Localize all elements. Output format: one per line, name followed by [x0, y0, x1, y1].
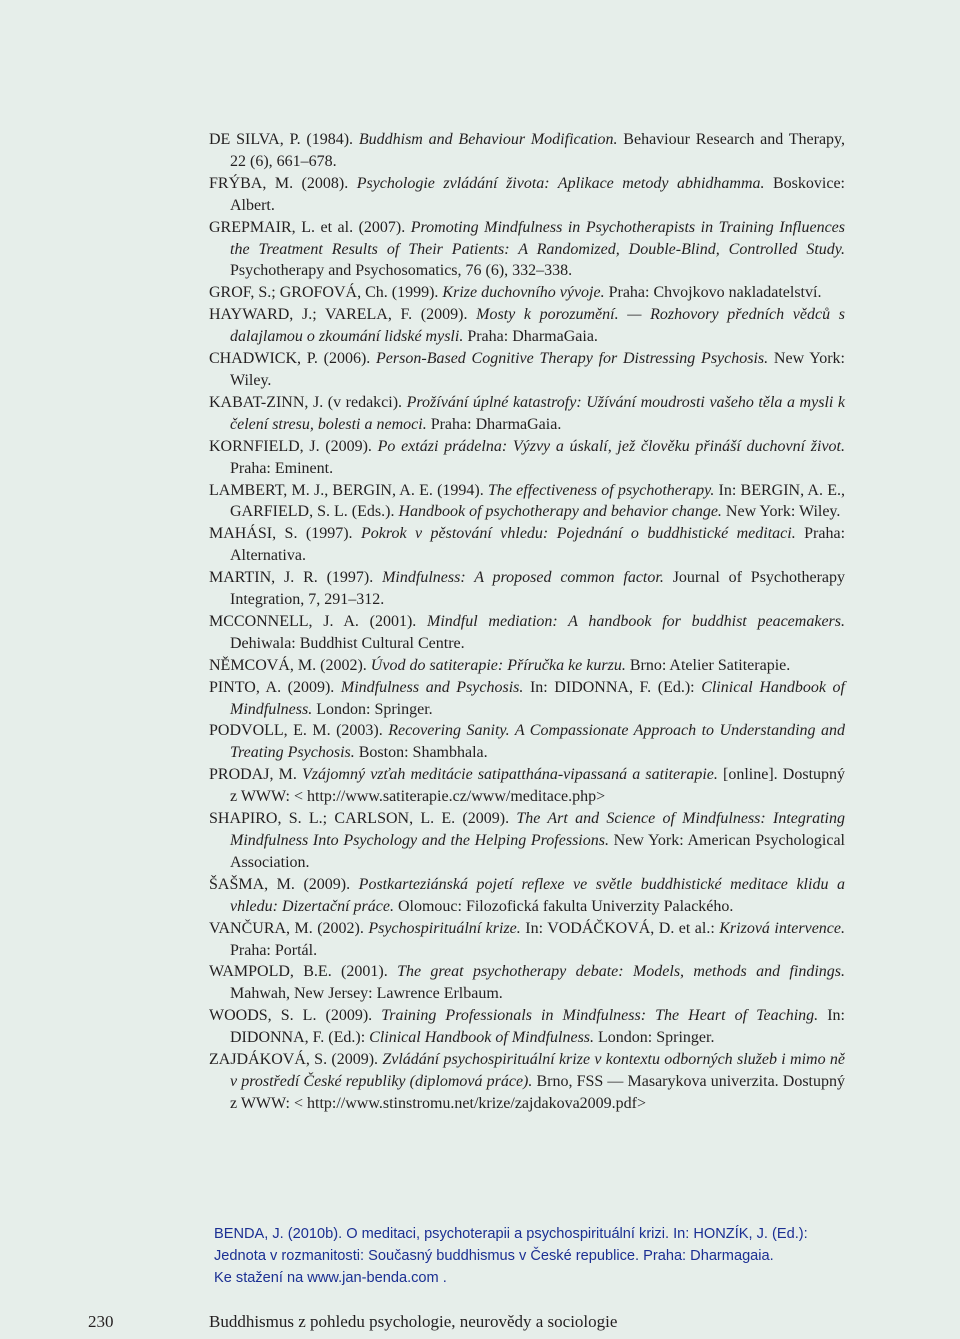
reference-entry — [209, 523, 845, 567]
reference-title: Postkarteziánská pojetí reflexe ve světle buddhistické meditace klidu a vhledu: Dizertační práce. — [230, 875, 846, 915]
reference-entry — [209, 392, 845, 436]
reference-text: FRÝBA, M. (2008). — [209, 174, 357, 192]
reference-title: Buddhism and Behaviour Modification. — [358, 131, 618, 148]
reference-text: New York: Wiley. — [230, 350, 845, 389]
reference-text: WOODS, S. L. (2009). — [209, 1007, 382, 1025]
reference-entry — [209, 348, 845, 392]
reference-entry — [209, 129, 845, 173]
citation-line: Jednota v rozmanitosti: Současný buddhismus v České republice. Praha: Dharmagaia. — [214, 1248, 774, 1264]
reference-entry — [209, 567, 845, 611]
reference-entry — [209, 436, 845, 480]
reference-entry — [209, 655, 845, 677]
reference-text: Olomouc: Filozofická fakulta Univerzity Palackého. — [393, 897, 734, 915]
reference-text: KABAT-ZINN, J. (v redakci). — [209, 393, 407, 411]
reference-text: Brno, FSS — Masarykova univerzita. Dostupný z WWW: < http://www.stinstromu.net/krize/zajdakova2009.pdf> — [230, 1072, 846, 1112]
reference-title: Clinical Handbook of Mindfulness. — [369, 1029, 595, 1047]
reference-entry — [209, 1005, 845, 1049]
reference-text: ZAJDÁKOVÁ, S. (2009). — [209, 1051, 383, 1069]
reference-text: Praha: Eminent. — [230, 459, 334, 477]
reference-list — [209, 129, 845, 1115]
running-footer-title: Buddhismus z pohledu psychologie, neurovědy a sociologie — [209, 1312, 618, 1331]
reference-text: MCCONNELL, J. A. (2001). — [209, 612, 428, 630]
reference-text: New York: American Psychological Association. — [230, 832, 845, 871]
reference-text: Boskovice: Albert. — [230, 174, 845, 214]
reference-text: GREPMAIR, L. et al. (2007). — [209, 218, 411, 236]
reference-title: Mosty k porozumění. — Rozhovory předních vědců s dalajlamou o zkoumání lidské mysli. — [230, 306, 845, 346]
reference-text: LAMBERT, M. J., BERGIN, A. E. (1994). — [209, 481, 488, 499]
reference-title: Training Professionals in Mindfulness: The Heart of Teaching. — [381, 1007, 819, 1025]
reference-text: In: VODÁČKOVÁ, D. et al.: — [520, 919, 720, 937]
reference-text: London: Springer. — [594, 1029, 715, 1047]
reference-entry — [209, 808, 845, 874]
reference-entry — [209, 677, 845, 721]
reference-text: HAYWARD, J.; VARELA, F. (2009). — [209, 306, 477, 324]
reference-text: In: BERGIN, A. E., GARFIELD, S. L. (Eds.). — [230, 481, 845, 521]
reference-text: Praha: Portál. — [230, 941, 318, 959]
reference-title: Person-Based Cognitive Therapy for Distressing Psychosis. — [376, 350, 769, 368]
citation-note — [214, 1223, 904, 1289]
reference-title: Po extázi prádelna: Výzvy a úskalí, jež člověku přináší duchovní život. — [377, 437, 846, 455]
reference-text: Dehiwala: Buddhist Cultural Centre. — [230, 634, 465, 652]
citation-line: BENDA, J. (2010b). O meditaci, psychoterapii a psychospirituální krizi. In: HONZÍK, J. (Ed.): — [214, 1226, 808, 1242]
reference-text: In: DIDONNA, F. (Ed.): — [523, 678, 702, 696]
reference-title: Mindfulness and Psychosis. — [340, 678, 524, 696]
reference-title: The effectiveness of psychotherapy. — [487, 481, 715, 499]
reference-text: London: Springer. — [312, 700, 433, 718]
reference-text: MAHÁSI, S. (1997). — [209, 525, 361, 543]
reference-title: Mindful mediation: A handbook for buddhist peacemakers. — [427, 612, 845, 630]
reference-title: Recovering Sanity. A Compassionate Approach to Understanding and Treating Psychosis. — [230, 722, 845, 762]
reference-text: DE SILVA, P. (1984). — [209, 131, 359, 148]
reference-text: VANČURA, M. (2002). — [209, 919, 369, 937]
reference-title: Mindfulness: A proposed common factor. — [382, 569, 664, 587]
reference-text: Boston: Shambhala. — [354, 744, 488, 762]
reference-text: PINTO, A. (2009). — [209, 678, 341, 696]
reference-entry — [209, 1049, 845, 1115]
reference-text: PRODAJ, M. — [209, 766, 302, 784]
reference-text: GROF, S.; GROFOVÁ, Ch. (1999). — [209, 284, 443, 302]
reference-text: In: DIDONNA, F. (Ed.): — [230, 1007, 845, 1047]
reference-title: Pokrok v pěstování vhledu: Pojednání o buddhistické meditaci. — [360, 525, 796, 543]
reference-text: SHAPIRO, S. L.; CARLSON, L. E. (2009). — [209, 810, 517, 828]
reference-text: ŠAŠMA, M. (2009). — [209, 875, 359, 893]
reference-text: Praha: DharmaGaia. — [426, 415, 562, 433]
reference-title: Úvod do satiterapie: Příručka ke kurzu. — [370, 656, 626, 674]
reference-text: NĚMCOVÁ, M. (2002). — [209, 656, 371, 674]
citation-line: Ke stažení na www.jan-benda.com . — [214, 1270, 447, 1286]
reference-title: The great psychotherapy debate: Models, methods and findings. — [397, 963, 845, 981]
reference-text: MARTIN, J. R. (1997). — [209, 569, 383, 587]
reference-text: Praha: Chvojkovo nakladatelství. — [604, 284, 822, 302]
reference-title: Krizová intervence. — [719, 919, 846, 937]
reference-entry — [209, 480, 845, 524]
reference-title: Psychospirituální krize. — [368, 919, 521, 937]
reference-text: KORNFIELD, J. (2009). — [209, 437, 378, 455]
reference-text: CHADWICK, P. (2006). — [209, 350, 377, 368]
reference-entry — [209, 918, 845, 962]
reference-text: Praha: DharmaGaia. — [463, 328, 598, 346]
reference-text: Psychotherapy and Psychosomatics, 76 (6), 332–338. — [230, 262, 573, 280]
reference-entry — [209, 304, 845, 348]
reference-text: Praha: Alternativa. — [230, 525, 846, 565]
page-number: 230 — [88, 1312, 114, 1331]
reference-title: Krize duchovního vývoje. — [442, 284, 605, 302]
reference-entry — [209, 173, 845, 217]
reference-title: The Art and Science of Mindfulness: Integrating Mindfulness Into Psychology and the Helping Professions. — [230, 810, 845, 849]
reference-text: Mahwah, New Jersey: Lawrence Erlbaum. — [230, 985, 503, 1003]
reference-entry — [209, 720, 845, 764]
reference-entry — [209, 961, 845, 1005]
reference-title: Psychologie zvládání života: Aplikace metody abhidhamma. — [356, 174, 765, 192]
reference-title: Promoting Mindfulness in Psychotherapists in Training Influences the Treatment Results of Their Patients: A Randomized, Double-Blind, Controlled Study. — [230, 218, 845, 258]
reference-title: Clinical Handbook of Mindfulness. — [230, 678, 845, 718]
reference-text: WAMPOLD, B.E. (2001). — [209, 963, 398, 981]
reference-text: PODVOLL, E. M. (2003). — [209, 722, 389, 740]
reference-title: Handbook of psychotherapy and behavior change. — [398, 503, 722, 521]
reference-text: [online]. Dostupný z WWW: < http://www.satiterapie.cz/www/meditace.php> — [230, 766, 846, 806]
reference-text: New York: Wiley. — [721, 503, 841, 521]
reference-title: Zvládání psychospirituální krize v kontextu odborných služeb i mimo ně v prostředí České republiky (diplomová práce). — [230, 1051, 845, 1090]
reference-entry — [209, 217, 845, 283]
reference-text: Journal of Psychotherapy Integration, 7, 291–312. — [230, 569, 846, 609]
reference-entry — [209, 874, 845, 918]
reference-title: Vzájomný vzťah meditácie satipatthána-vipassaná a satiterapie. — [301, 766, 718, 784]
reference-text: Brno: Atelier Satiterapie. — [625, 656, 791, 674]
reference-entry — [209, 611, 845, 655]
reference-entry — [209, 282, 845, 304]
reference-text: Behaviour Research and Therapy, 22 (6), 661–678. — [230, 131, 846, 170]
reference-title: Prožívání úplné katastrofy: Užívání moudrosti vašeho těla a mysli k čelení stresu, bolesti a nemoci. — [230, 393, 845, 433]
reference-entry — [209, 764, 845, 808]
